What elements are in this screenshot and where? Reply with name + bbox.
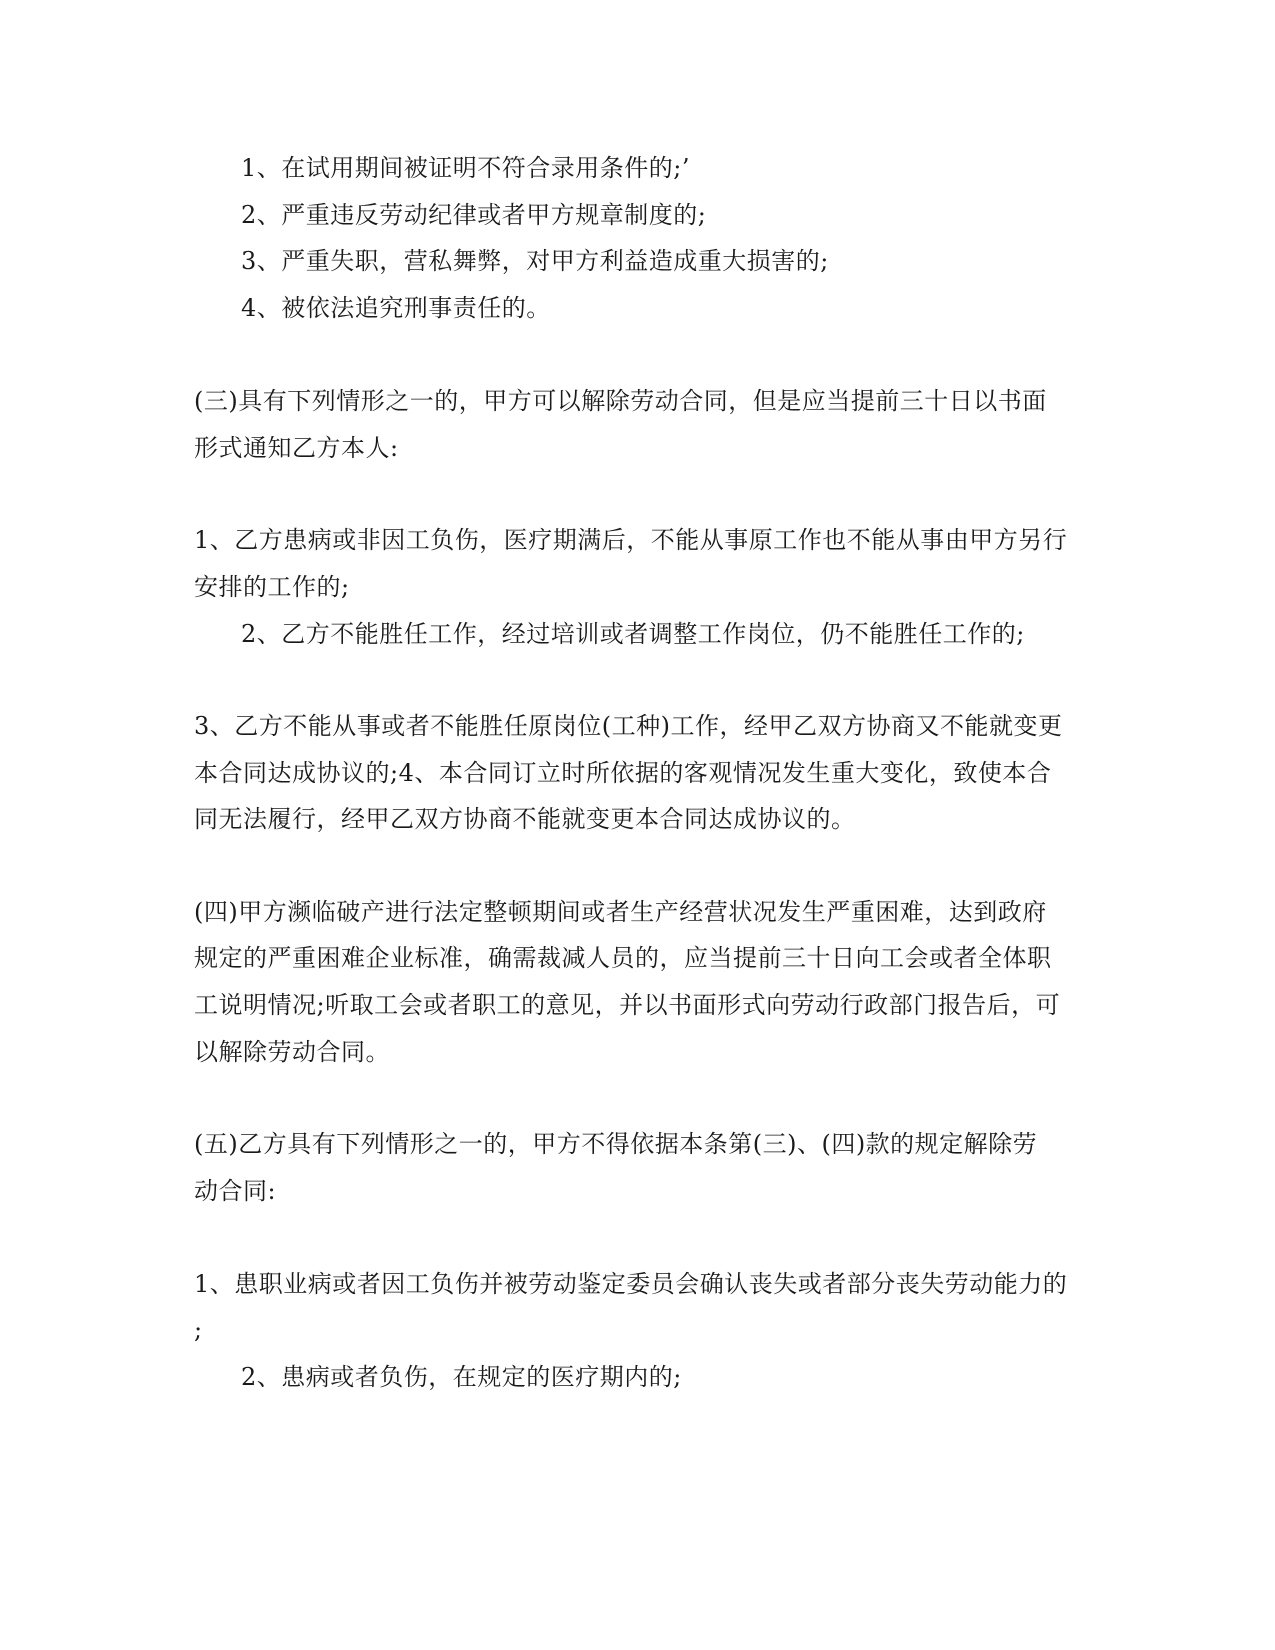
text-line: 2、患病或者负伤，在规定的医疗期内的; — [241, 1363, 682, 1391]
text-line: 同无法履行，经甲乙双方协商不能就变更本合同达成协议的。 — [194, 805, 856, 833]
text-line: 安排的工作的; — [194, 573, 350, 601]
text-line: 2、严重违反劳动纪律或者甲方规章制度的; — [241, 201, 707, 229]
text-line: 规定的严重困难企业标准，确需裁减人员的，应当提前三十日向工会或者全体职 — [194, 944, 1052, 972]
text-line: 工说明情况;听取工会或者职工的意见，并以书面形式向劳动行政部门报告后，可 — [194, 991, 1061, 1019]
text-line: 1、在试用期间被证明不符合录用条件的;’ — [241, 154, 690, 182]
text-line: ; — [194, 1316, 203, 1344]
text-line: 形式通知乙方本人: — [194, 434, 399, 462]
text-line: 2、乙方不能胜任工作，经过培训或者调整工作岗位，仍不能胜任工作的; — [241, 620, 1025, 648]
text-line: 4、被依法追究刑事责任的。 — [241, 294, 551, 322]
text-line: 以解除劳动合同。 — [194, 1038, 390, 1066]
text-line: 1、乙方患病或非因工负伤，医疗期满后，不能从事原工作也不能从事由甲方另行 — [194, 526, 1068, 554]
text-line: 动合同: — [194, 1177, 277, 1205]
text-line: 3、乙方不能从事或者不能胜任原岗位(工种)工作，经甲乙双方协商又不能就变更 — [194, 712, 1063, 740]
text-line: (四)甲方濒临破产进行法定整顿期间或者生产经营状况发生严重困难，达到政府 — [194, 898, 1047, 926]
text-line: (三)具有下列情形之一的，甲方可以解除劳动合同，但是应当提前三十日以书面 — [194, 387, 1047, 415]
text-line: (五)乙方具有下列情形之一的，甲方不得依据本条第(三)、(四)款的规定解除劳 — [194, 1130, 1038, 1158]
text-line: 本合同达成协议的;4、本合同订立时所依据的客观情况发生重大变化，致使本合 — [194, 759, 1052, 787]
text-line: 3、严重失职，营私舞弊，对甲方利益造成重大损害的; — [241, 247, 829, 275]
text-line: 1、患职业病或者因工负伤并被劳动鉴定委员会确认丧失或者部分丧失劳动能力的 — [194, 1270, 1068, 1298]
